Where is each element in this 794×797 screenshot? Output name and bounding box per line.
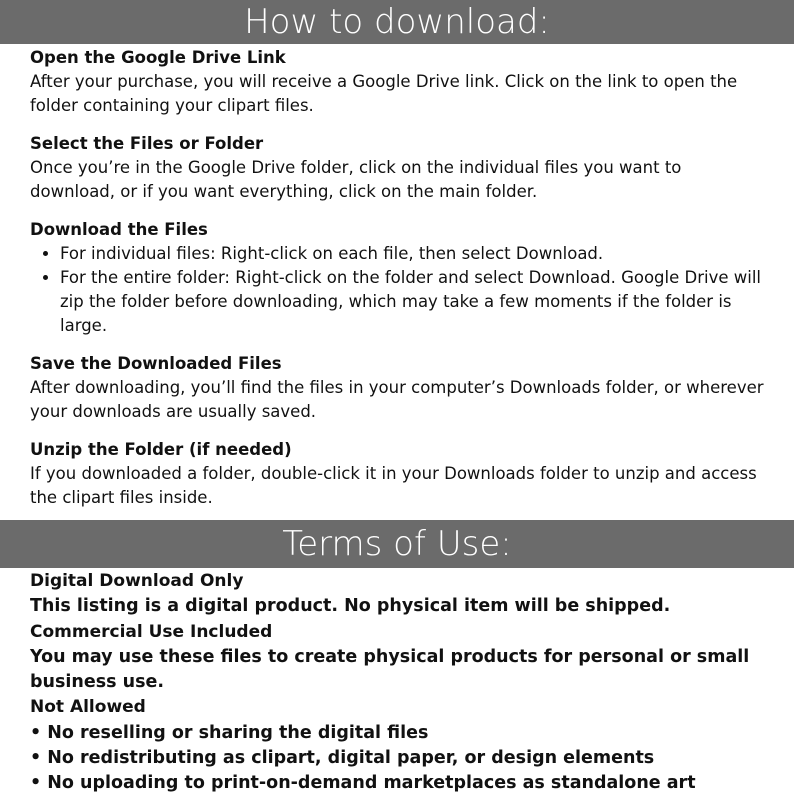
not-allowed-item: • No redistributing as clipart, digital paper, or design elements (30, 748, 655, 769)
download-bullet-list (30, 242, 764, 338)
how-to-download-section (0, 44, 794, 510)
not-allowed-title: Not Allowed (30, 697, 146, 718)
step-title: Unzip the Folder (if needed) (30, 440, 292, 459)
commercial-use-title: Commercial Use Included (30, 621, 273, 642)
step-body: Once you’re in the Google Drive folder, click on the individual files you want to download, or if you want everything, click on the main folder. (30, 158, 682, 201)
not-allowed-item: • No uploading to print-on-demand marketplaces as standalone art (30, 773, 696, 794)
terms-of-use-section (0, 568, 794, 797)
not-allowed-item: • No reselling or sharing the digital files (30, 722, 429, 743)
step-unzip-folder (30, 438, 764, 510)
step-body: After your purchase, you will receive a Google Drive link. Click on the link to open the folder containing your clipart files. (30, 72, 738, 115)
step-title: Select the Files or Folder (30, 134, 264, 153)
step-open-drive-link (30, 46, 764, 118)
step-download-files (30, 218, 764, 338)
digital-download-title: Digital Download Only (30, 571, 244, 591)
how-to-download-heading: How to download: (0, 0, 794, 44)
step-title: Open the Google Drive Link (30, 48, 286, 67)
list-item: • For the entire folder: Right-click on the folder and select Download. Google Drive will zip the folder before downloading, which may take a few moments if the folder is large. (60, 266, 764, 338)
digital-download-body: This listing is a digital product. No physical item will be shipped. (30, 596, 671, 617)
commercial-use-body: You may use these files to create physical products for personal or small business use. (30, 646, 750, 693)
step-body: After downloading, you’ll find the files in your computer’s Downloads folder, or wherever your downloads are usually saved. (30, 378, 764, 421)
list-item: • For individual files: Right-click on each file, then select Download. (60, 242, 764, 266)
step-body: If you downloaded a folder, double-click it in your Downloads folder to unzip and access the clipart files inside. (30, 464, 757, 507)
step-select-files (30, 132, 764, 204)
step-title: Save the Downloaded Files (30, 354, 282, 373)
step-title: Download the Files (30, 220, 208, 239)
step-save-files (30, 352, 764, 424)
terms-of-use-heading: Terms of Use: (0, 520, 794, 568)
